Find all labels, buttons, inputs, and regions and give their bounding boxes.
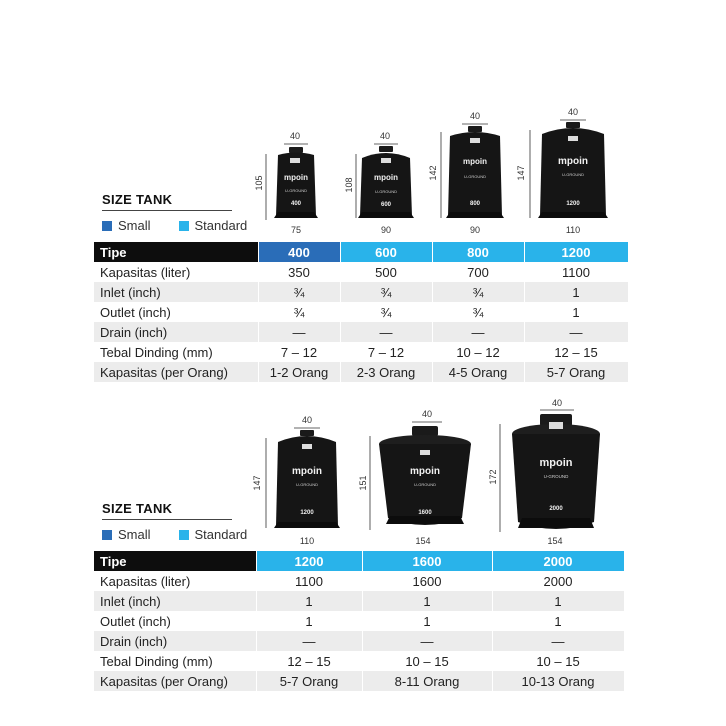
header-cell: Tipe <box>94 551 256 571</box>
row-label: Drain (inch) <box>94 631 256 651</box>
width-dimension: 110 <box>565 225 581 235</box>
table-cell: 12 – 15 <box>524 342 628 362</box>
tank-brand: mpoin <box>292 466 322 477</box>
table-row <box>94 262 628 282</box>
tank-model: 800 <box>469 201 481 207</box>
table-row <box>94 671 624 691</box>
standard-swatch <box>179 530 189 540</box>
tank-model: 1600 <box>418 510 432 516</box>
table-cell: — <box>256 631 362 651</box>
height-dimension: 105 <box>254 175 264 191</box>
tank-brand: mpoin <box>284 173 308 182</box>
row-label: Tebal Dinding (mm) <box>94 651 256 671</box>
header-cell: 1200 <box>256 551 362 571</box>
size-tank-title: SIZE TANK <box>102 192 173 207</box>
tank-800-image <box>434 108 524 238</box>
table-row <box>94 362 628 382</box>
tank-sub: U-GROUND <box>562 172 584 177</box>
table-cell: 4-5 Orang <box>432 362 524 382</box>
table-cell: 1100 <box>256 571 362 591</box>
table-cell: — <box>492 631 624 651</box>
table-cell: ¾ <box>258 282 340 302</box>
title-underline <box>102 210 232 211</box>
height-dimension: 147 <box>516 165 526 181</box>
row-label: Kapasitas (liter) <box>94 571 256 591</box>
header-cell: 600 <box>340 242 432 262</box>
tank-600-image <box>348 128 428 238</box>
table-row <box>94 571 624 591</box>
top-dimension: 40 <box>289 131 300 141</box>
table-cell: 1 <box>492 611 624 631</box>
width-dimension: 110 <box>299 536 315 546</box>
tank-sub: U-GROUND <box>285 188 307 193</box>
tank-sub: U-GROUND <box>414 482 436 487</box>
table-cell: 1 <box>362 591 492 611</box>
header-cell: 1200 <box>524 242 628 262</box>
top-dimension: 40 <box>301 415 312 425</box>
tank-brand: mpoin <box>374 173 398 182</box>
top-dimension: 40 <box>469 111 480 121</box>
table-row <box>94 282 628 302</box>
table-cell: 10 – 12 <box>432 342 524 362</box>
table-cell: 1 <box>492 591 624 611</box>
table-row <box>94 651 624 671</box>
legend <box>102 218 275 233</box>
top-dimension: 40 <box>421 409 432 419</box>
row-label: Kapasitas (liter) <box>94 262 258 282</box>
tank-model: 600 <box>380 202 392 208</box>
table-cell: 5-7 Orang <box>256 671 362 691</box>
size-tank-title: SIZE TANK <box>102 501 173 516</box>
table-cell: 1 <box>524 282 628 302</box>
table-cell: 2-3 Orang <box>340 362 432 382</box>
table-cell: — <box>524 322 628 342</box>
tank-model: 1200 <box>566 201 580 207</box>
table-cell: ¾ <box>258 302 340 322</box>
tank-model: 400 <box>290 201 302 207</box>
row-label: Drain (inch) <box>94 322 258 342</box>
table-cell: 10 – 15 <box>492 651 624 671</box>
table-cell: 1600 <box>362 571 492 591</box>
table-cell: 1 <box>524 302 628 322</box>
table-cell: 1-2 Orang <box>258 362 340 382</box>
spec-table-1 <box>94 242 629 382</box>
height-dimension: 172 <box>488 469 498 485</box>
legend-standard-label: Standard <box>194 218 248 233</box>
table-cell: — <box>362 631 492 651</box>
height-dimension: 151 <box>358 475 368 491</box>
row-label: Kapasitas (per Orang) <box>94 671 256 691</box>
tank-brand: mpoin <box>410 466 440 477</box>
width-dimension: 154 <box>547 536 563 546</box>
tank-sub: U-GROUND <box>464 174 486 179</box>
row-label: Tebal Dinding (mm) <box>94 342 258 362</box>
tank-2000 <box>488 394 620 548</box>
table-cell: 10 – 15 <box>362 651 492 671</box>
tank-2000-image <box>494 394 620 548</box>
width-dimension: 90 <box>469 225 480 235</box>
tank-model: 2000 <box>549 506 563 512</box>
table-row <box>94 611 624 631</box>
row-label: Outlet (inch) <box>94 611 256 631</box>
tank-sub: U-GROUND <box>375 189 397 194</box>
row-label: Outlet (inch) <box>94 302 258 322</box>
row-label: Inlet (inch) <box>94 282 258 302</box>
header-cell: Tipe <box>94 242 258 262</box>
table-cell: — <box>340 322 432 342</box>
table-cell: 1 <box>362 611 492 631</box>
legend-small-label: Small <box>118 527 151 542</box>
title-underline <box>102 519 232 520</box>
tank-1600-image <box>362 406 488 548</box>
table-cell: 350 <box>258 262 340 282</box>
table-row <box>94 591 624 611</box>
table-cell: 1 <box>256 591 362 611</box>
table-cell: — <box>258 322 340 342</box>
table-cell: — <box>432 322 524 342</box>
tank-1200 <box>516 104 622 238</box>
height-dimension: 108 <box>344 177 354 193</box>
small-swatch <box>102 221 112 231</box>
tank-sub: U-GROUND <box>296 482 318 487</box>
table-cell: 500 <box>340 262 432 282</box>
tank-brand: mpoin <box>558 156 588 167</box>
table-cell: 5-7 Orang <box>524 362 628 382</box>
tank-model: 1200 <box>300 510 314 516</box>
table-cell: ¾ <box>432 282 524 302</box>
table-cell: 12 – 15 <box>256 651 362 671</box>
table-cell: 700 <box>432 262 524 282</box>
table-cell: 10-13 Orang <box>492 671 624 691</box>
width-dimension: 90 <box>380 225 391 235</box>
header-cell: 1600 <box>362 551 492 571</box>
tank-1600 <box>358 406 488 548</box>
top-dimension: 40 <box>567 107 578 117</box>
tank-1200-image <box>522 104 622 238</box>
table-cell: 1 <box>256 611 362 631</box>
header-cell: 800 <box>432 242 524 262</box>
table-cell: ¾ <box>340 282 432 302</box>
tank-sub: U-GROUND <box>543 474 569 479</box>
top-dimension: 40 <box>551 398 562 408</box>
header-cell: 400 <box>258 242 340 262</box>
top-dimension: 40 <box>379 131 390 141</box>
width-dimension: 75 <box>290 225 301 235</box>
table-cell: 7 – 12 <box>340 342 432 362</box>
legend-standard-label: Standard <box>194 527 248 542</box>
table-cell: 1100 <box>524 262 628 282</box>
tank-brand: mpoin <box>463 157 487 166</box>
tank-600 <box>344 128 428 238</box>
table-row <box>94 631 624 651</box>
height-dimension: 142 <box>428 165 438 181</box>
standard-swatch <box>179 221 189 231</box>
legend-small-label: Small <box>118 218 151 233</box>
row-label: Inlet (inch) <box>94 591 256 611</box>
table-cell: 8-11 Orang <box>362 671 492 691</box>
legend <box>102 527 275 542</box>
height-dimension: 147 <box>252 475 262 491</box>
spec-table-2 <box>94 551 625 691</box>
table-cell: 2000 <box>492 571 624 591</box>
table-row <box>94 342 628 362</box>
row-label: Kapasitas (per Orang) <box>94 362 258 382</box>
width-dimension: 154 <box>415 536 431 546</box>
header-cell: 2000 <box>492 551 624 571</box>
table-header-row <box>94 242 628 262</box>
tank-800 <box>428 108 524 238</box>
table-row <box>94 302 628 322</box>
table-cell: ¾ <box>432 302 524 322</box>
table-cell: ¾ <box>340 302 432 322</box>
tank-brand: mpoin <box>539 457 573 469</box>
small-swatch <box>102 530 112 540</box>
table-cell: 7 – 12 <box>258 342 340 362</box>
table-row <box>94 322 628 342</box>
table-header-row <box>94 551 624 571</box>
